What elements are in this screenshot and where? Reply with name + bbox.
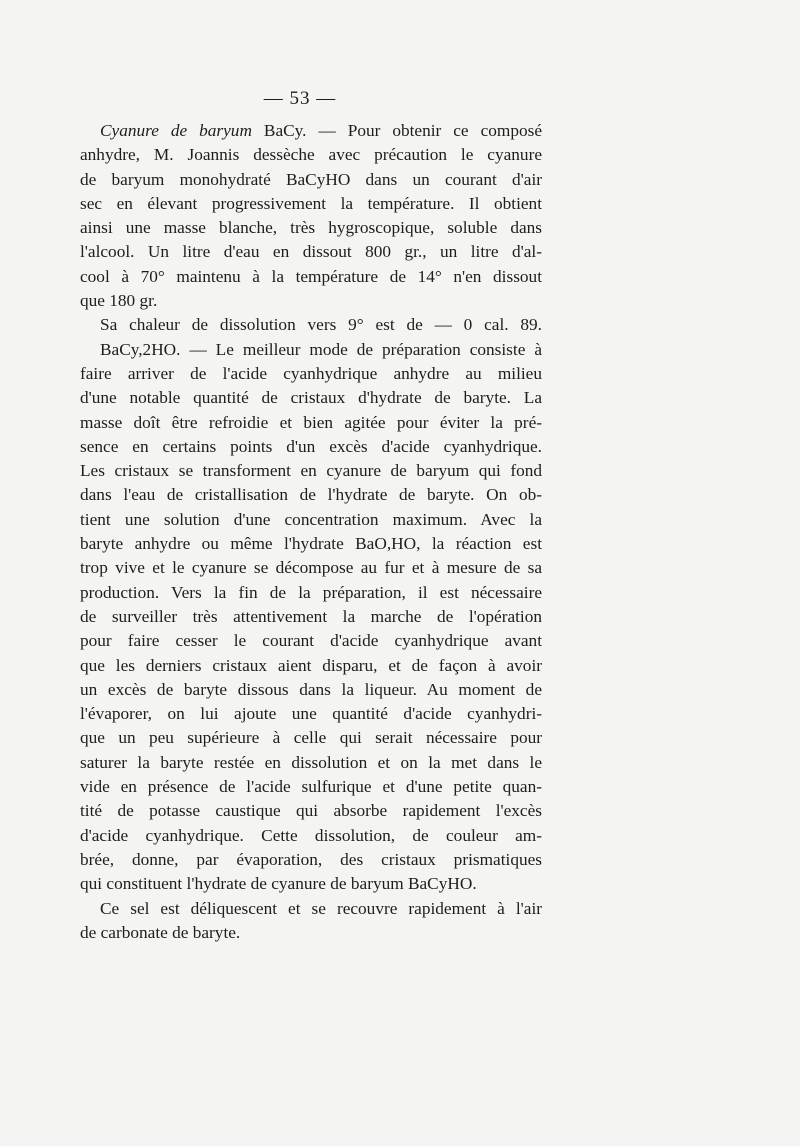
text-line: trop vive et le cyanure se décompose au fur et à mesure de sa	[80, 558, 542, 578]
text-line: dans l'eau de cristallisation de l'hydrate de baryte. On ob-	[80, 485, 542, 505]
text-line: que les derniers cristaux aient disparu, et de façon à avoir	[80, 655, 542, 675]
text-line: BaCy,2HO. — Le meilleur mode de préparation consiste à	[100, 339, 542, 359]
italic-heading: Cyanure de baryum	[100, 121, 252, 140]
text-line: tité de potasse caustique qui absorbe rapidement l'excès	[80, 801, 542, 821]
text-line: l'alcool. Un litre d'eau en dissout 800 gr., un litre d'al-	[80, 242, 542, 262]
text-line: Ce sel est déliquescent et se recouvre rapidement à l'air	[100, 898, 542, 918]
text-line: baryte anhydre ou même l'hydrate BaO,HO, la réaction est	[80, 534, 542, 554]
text-line: brée, donne, par évaporation, des cristaux prismatiques	[80, 849, 542, 869]
text-line: qui constituent l'hydrate de cyanure de baryum BaCyHO.	[80, 874, 477, 894]
text-line: anhydre, M. Joannis dessèche avec précaution le cyanure	[80, 145, 542, 165]
text-line: que 180 gr.	[80, 291, 158, 311]
text-line: masse doît être refroidie et bien agitée pour éviter la pré-	[80, 412, 542, 432]
text-line: de carbonate de baryte.	[80, 922, 241, 942]
text-line: cool à 70° maintenu à la température de 14° n'en dissout	[80, 266, 542, 286]
text-line: faire arriver de l'acide cyanhydrique anhydre au milieu	[80, 363, 542, 383]
paragraph-chaleur-de-dissolution	[80, 313, 542, 337]
text-line: ainsi une masse blanche, très hygroscopique, soluble dans	[80, 218, 542, 238]
text-line: saturer la baryte restée en dissolution et on la met dans le	[80, 752, 542, 772]
text-line: un excès de baryte dissous dans la liqueur. Au moment de	[80, 679, 542, 699]
heading-rest: BaCy. — Pour obtenir ce composé	[251, 121, 542, 140]
text-line: Les cristaux se transforment en cyanure de baryum qui fond	[80, 461, 542, 481]
text-line: sec en élevant progressivement la température. Il obtient	[80, 193, 542, 213]
text-line: d'une notable quantité de cristaux d'hydrate de baryte. La	[80, 388, 542, 408]
text-line: tient une solution d'une concentration maximum. Avec la	[80, 509, 542, 529]
text-line: Sa chaleur de dissolution vers 9° est de — 0 cal. 89.	[100, 315, 542, 335]
text-line: l'évaporer, on lui ajoute une quantité d'acide cyanhydri-	[80, 704, 542, 724]
text-line: de surveiller très attentivement la marche de l'opération	[80, 606, 542, 626]
body-text	[80, 119, 542, 945]
text-line: de baryum monohydraté BaCyHO dans un courant d'air	[80, 169, 542, 189]
paragraph-cyanure-de-baryum	[80, 119, 542, 313]
page-number: — 53 —	[263, 88, 337, 109]
text-line: vide en présence de l'acide sulfurique et d'une petite quan-	[80, 777, 542, 797]
paragraph-ce-sel	[80, 897, 542, 946]
text-line: production. Vers la fin de la préparation, il est nécessaire	[80, 582, 542, 602]
text-line: que un peu supérieure à celle qui serait nécessaire pour	[80, 728, 542, 748]
text-line: d'acide cyanhydrique. Cette dissolution, de couleur am-	[80, 825, 542, 845]
text-line	[80, 119, 542, 143]
text-line: pour faire cesser le courant d'acide cyanhydrique avant	[80, 631, 542, 651]
paragraph-bacy-2ho	[80, 338, 542, 897]
text-line: sence en certains points d'un excès d'acide cyanhydrique.	[80, 436, 542, 456]
